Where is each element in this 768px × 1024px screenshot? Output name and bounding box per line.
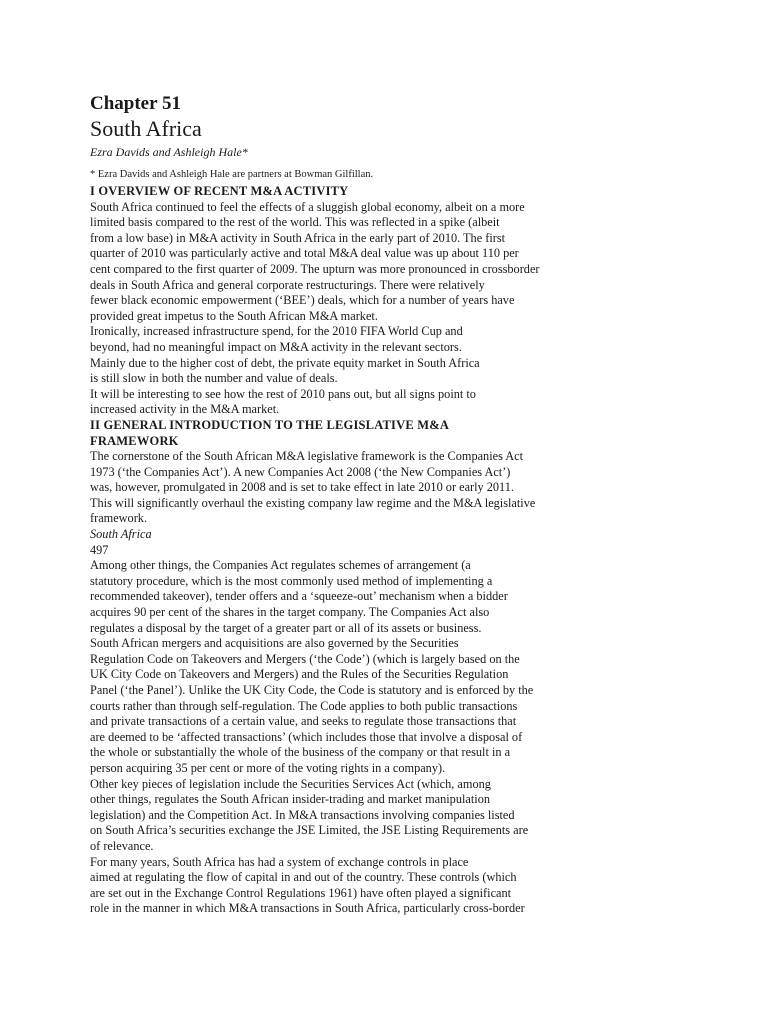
text-line: framework. bbox=[90, 511, 148, 526]
text-line: South Africa continued to feel the effects of a sluggish global economy, albeit on a more bbox=[90, 199, 525, 214]
text-line: was, however, promulgated in 2008 and is set to take effect in late 2010 or early 2011. bbox=[90, 480, 514, 495]
text-line: UK City Code on Takeovers and Mergers) and the Rules of the Securities Regulation bbox=[90, 667, 509, 682]
section-heading-overview: I OVERVIEW OF RECENT M&A ACTIVITY bbox=[90, 184, 349, 198]
text-line: Panel (‘the Panel’). Unlike the UK City Code, the Code is statutory and is enforced by the bbox=[90, 683, 534, 697]
text-line: are deemed to be ‘affected transactions’ (which includes those that involve a disposal of bbox=[90, 729, 523, 744]
text-line: regulates a disposal by the target of a greater part or all of its assets or business. bbox=[90, 620, 482, 635]
text-line: the whole or substantially the whole of the business of the company or that result in a bbox=[90, 745, 511, 760]
text-line: and private transactions of a certain value, and seeks to regulate those transactions that bbox=[90, 714, 517, 729]
text-line: 1973 (‘the Companies Act’). A new Companies Act 2008 (‘the New Companies Act’) bbox=[90, 464, 511, 479]
chapter-title: South Africa bbox=[90, 116, 202, 141]
text-line: cent compared to the first quarter of 2009. The upturn was more pronounced in crossborder bbox=[90, 261, 540, 276]
text-line: Mainly due to the higher cost of debt, the private equity market in South Africa bbox=[90, 355, 480, 370]
text-line: acquires 90 per cent of the shares in the target company. The Companies Act also bbox=[90, 605, 490, 620]
text-line: increased activity in the M&A market. bbox=[90, 402, 280, 417]
text-line: from a low base) in M&A activity in South Africa in the early part of 2010. The first bbox=[90, 230, 506, 245]
chapter-label: Chapter 51 bbox=[90, 93, 181, 114]
text-line: fewer black economic empowerment (‘BEE’) deals, which for a number of years have bbox=[90, 293, 515, 308]
text-line: legislation) and the Competition Act. In M&A transactions involving companies listed bbox=[90, 807, 515, 822]
text-line: on South Africa’s securities exchange the JSE Limited, the JSE Listing Requirements are bbox=[90, 823, 529, 838]
text-line: quarter of 2010 was particularly active and total M&A deal value was up about 110 per bbox=[90, 246, 519, 261]
author-footnote: * Ezra Davids and Ashleigh Hale are partners at Bowman Gilfillan. bbox=[90, 169, 374, 180]
running-head: South Africa bbox=[90, 527, 152, 542]
text-line: South African mergers and acquisitions are also governed by the Securities bbox=[90, 636, 459, 651]
page-number: 497 bbox=[90, 542, 109, 557]
document-page bbox=[90, 92, 690, 917]
text-line: Other key pieces of legislation include the Securities Services Act (which, among bbox=[90, 776, 491, 791]
text-line: are set out in the Exchange Control Regulations 1961) have often played a significant bbox=[90, 885, 512, 900]
text-line: provided great impetus to the South African M&A market. bbox=[90, 308, 378, 323]
text-line: recommended takeover), tender offers and a ‘squeeze-out’ mechanism when a bidder bbox=[90, 589, 508, 604]
text-line: It will be interesting to see how the rest of 2010 pans out, but all signs point to bbox=[90, 386, 476, 401]
text-line: other things, regulates the South African insider-trading and market manipulation bbox=[90, 792, 490, 807]
text-line: The cornerstone of the South African M&A legislative framework is the Companies Act bbox=[90, 449, 524, 464]
text-line: This will significantly overhaul the existing company law regime and the M&A legislative bbox=[90, 495, 536, 510]
text-line: statutory procedure, which is the most commonly used method of implementing a bbox=[90, 573, 493, 588]
text-line: role in the manner in which M&A transactions in South Africa, particularly cross-border bbox=[90, 901, 525, 916]
text-line: deals in South Africa and general corporate restructurings. There were relatively bbox=[90, 277, 485, 292]
text-line: of relevance. bbox=[90, 838, 154, 853]
text-line: aimed at regulating the flow of capital in and out of the country. These controls (which bbox=[90, 870, 517, 885]
text-line: is still slow in both the number and value of deals. bbox=[90, 371, 338, 386]
author-line: Ezra Davids and Ashleigh Hale* bbox=[90, 145, 248, 159]
text-line: beyond, had no meaningful impact on M&A activity in the relevant sectors. bbox=[90, 339, 462, 354]
section-body-overview bbox=[90, 200, 690, 418]
text-line: person acquiring 35 per cent or more of the voting rights in a company). bbox=[90, 760, 446, 775]
text-line: limited basis compared to the rest of the world. This was reflected in a spike (albeit bbox=[90, 215, 500, 230]
text-line: For many years, South Africa has had a system of exchange controls in place bbox=[90, 854, 469, 869]
text-line: Regulation Code on Takeovers and Mergers (‘the Code’) (which is largely based on the bbox=[90, 651, 520, 666]
text-line: courts rather than through self-regulation. The Code applies to both public transactions bbox=[90, 698, 518, 713]
section-body-framework bbox=[90, 449, 690, 917]
section-heading-framework-continued: FRAMEWORK bbox=[90, 433, 179, 448]
text-line: Among other things, the Companies Act regulates schemes of arrangement (a bbox=[90, 558, 471, 573]
text-line: Ironically, increased infrastructure spend, for the 2010 FIFA World Cup and bbox=[90, 324, 463, 339]
section-heading-framework: II GENERAL INTRODUCTION TO THE LEGISLATIVE M&A bbox=[90, 417, 450, 432]
